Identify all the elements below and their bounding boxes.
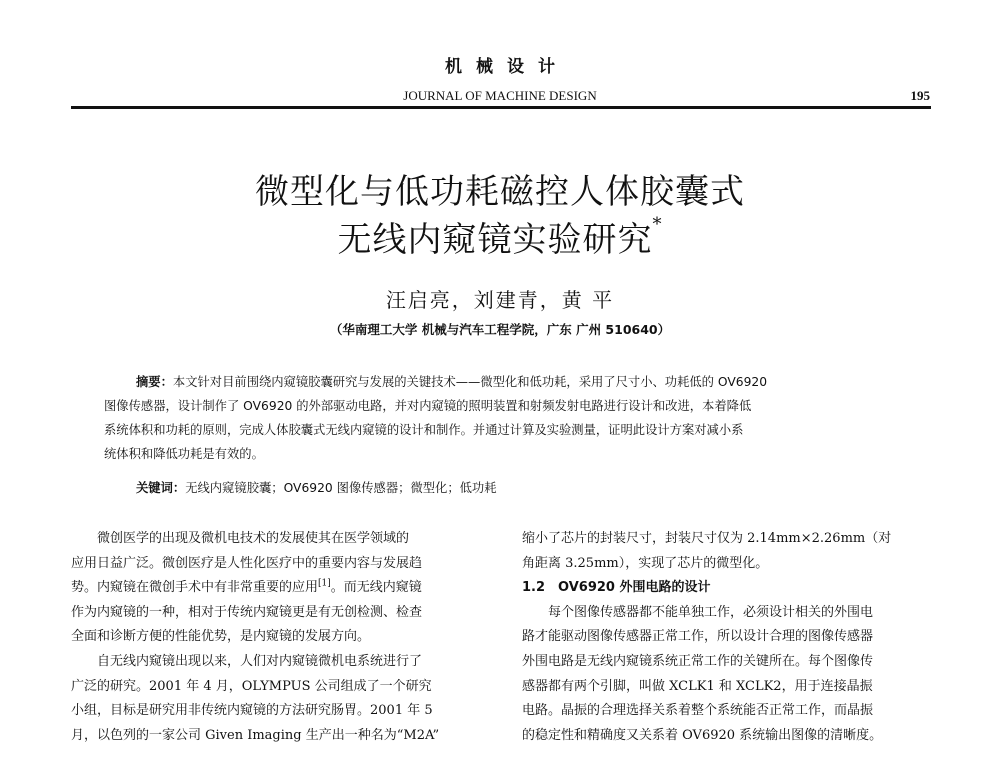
body-line: 每个图像传感器都不能单独工作，必须设计相关的外围电: [548, 604, 874, 620]
body-line: 的稳定性和精确度又关系着 OV6920 系统输出图像的清晰度。: [522, 727, 883, 743]
body-column-left: [71, 527, 481, 748]
body-line: 路才能驱动图像传感器正常工作，所以设计合理的图像传感器: [522, 629, 874, 645]
body-line: 自无线内窥镜出现以来，人们对内窥镜微机电系统进行了: [97, 653, 423, 669]
abstract: [104, 370, 904, 466]
body-line: 月，以色列的一家公司 Given Imaging 生产出一种名为“M2A”: [71, 727, 440, 743]
body-line: 缩小了芯片的封装尺寸，封装尺寸仅为 2.14mm×2.26mm（对: [522, 531, 892, 546]
body-line: 作为内窥镜的一种，相对于传统内窥镜更是有无创检测、检查: [71, 604, 423, 620]
body-line: 广泛的研究。2001 年 4 月，OLYMPUS 公司组成了一个研究: [71, 678, 432, 694]
keywords-label: 关键词：: [136, 481, 186, 495]
title-footnote-mark: *: [652, 214, 663, 235]
abstract-line: [104, 370, 904, 394]
paper-title-line1: 微型化与低功耗磁控人体胶囊式: [255, 172, 745, 212]
body-text: 势。内窥镜在微创手术中有非常重要的应用: [71, 580, 319, 596]
paper-title-line2: [0, 212, 1000, 261]
abstract-line: 图像传感器，设计制作了 OV6920 的外部驱动电路，并对内窥镜的照明装置和射频发射电路进行设计和改进，本着降低: [104, 399, 752, 413]
page-number: 195: [910, 88, 930, 103]
keywords: [136, 478, 896, 496]
section-heading: 1.2 OV6920 外围电路的设计: [522, 580, 711, 596]
body-line: 小组，目标是研究用非传统内窥镜的方法研究肠胃。2001 年 5: [71, 703, 433, 719]
abstract-line: 统体积和降低功耗是有效的。: [104, 447, 264, 461]
body-line: 微创医学的出现及微机电技术的发展使其在医学领域的: [97, 531, 410, 546]
authors: 汪启亮，刘建青，黄 平: [385, 288, 615, 312]
body-column-right: [522, 527, 932, 748]
body-text: 。而无线内窥镜: [330, 580, 422, 596]
abstract-line: 系统体积和功耗的原则，完成人体胶囊式无线内窥镜的设计和制作。并通过计算及实验测量，证明此设计方案对减小系: [104, 423, 744, 437]
paper-title-line2-text: 无线内窥镜实验研究: [337, 220, 653, 260]
body-line: 应用日益广泛。微创医疗是人性化医疗中的重要内容与发展趋: [71, 555, 423, 571]
body-line: 全面和诊断方便的性能优势，是内窥镜的发展方向。: [71, 629, 371, 645]
body-line: [71, 576, 481, 601]
body-line: 外围电路是无线内窥镜系统正常工作的关键所在。每个图像传: [522, 653, 874, 669]
body-line: 电路。晶振的合理选择关系着整个系统能否正常工作，而晶振: [522, 703, 874, 719]
affiliation: （华南理工大学 机械与汽车工程学院，广东 广州 510640）: [329, 322, 671, 337]
keywords-text: 无线内窥镜胶囊；OV6920 图像传感器；微型化；低功耗: [185, 481, 497, 495]
abstract-label: 摘要：: [136, 375, 173, 389]
journal-name-en: JOURNAL OF MACHINE DESIGN: [403, 88, 597, 103]
journal-name-cn: 机械设计: [445, 57, 569, 77]
body-line: 感器都有两个引脚，叫做 XCLK1 和 XCLK2，用于连接晶振: [522, 678, 873, 694]
header-rule: [71, 106, 931, 109]
abstract-text: 本文针对目前围绕内窥镜胶囊研究与发展的关键技术——微型化和低功耗，采用了尺寸小、功耗低的 OV6920: [172, 375, 768, 389]
citation-ref[interactable]: [1]: [318, 578, 331, 589]
body-line: 角距离 3.25mm），实现了芯片的微型化。: [522, 555, 769, 571]
